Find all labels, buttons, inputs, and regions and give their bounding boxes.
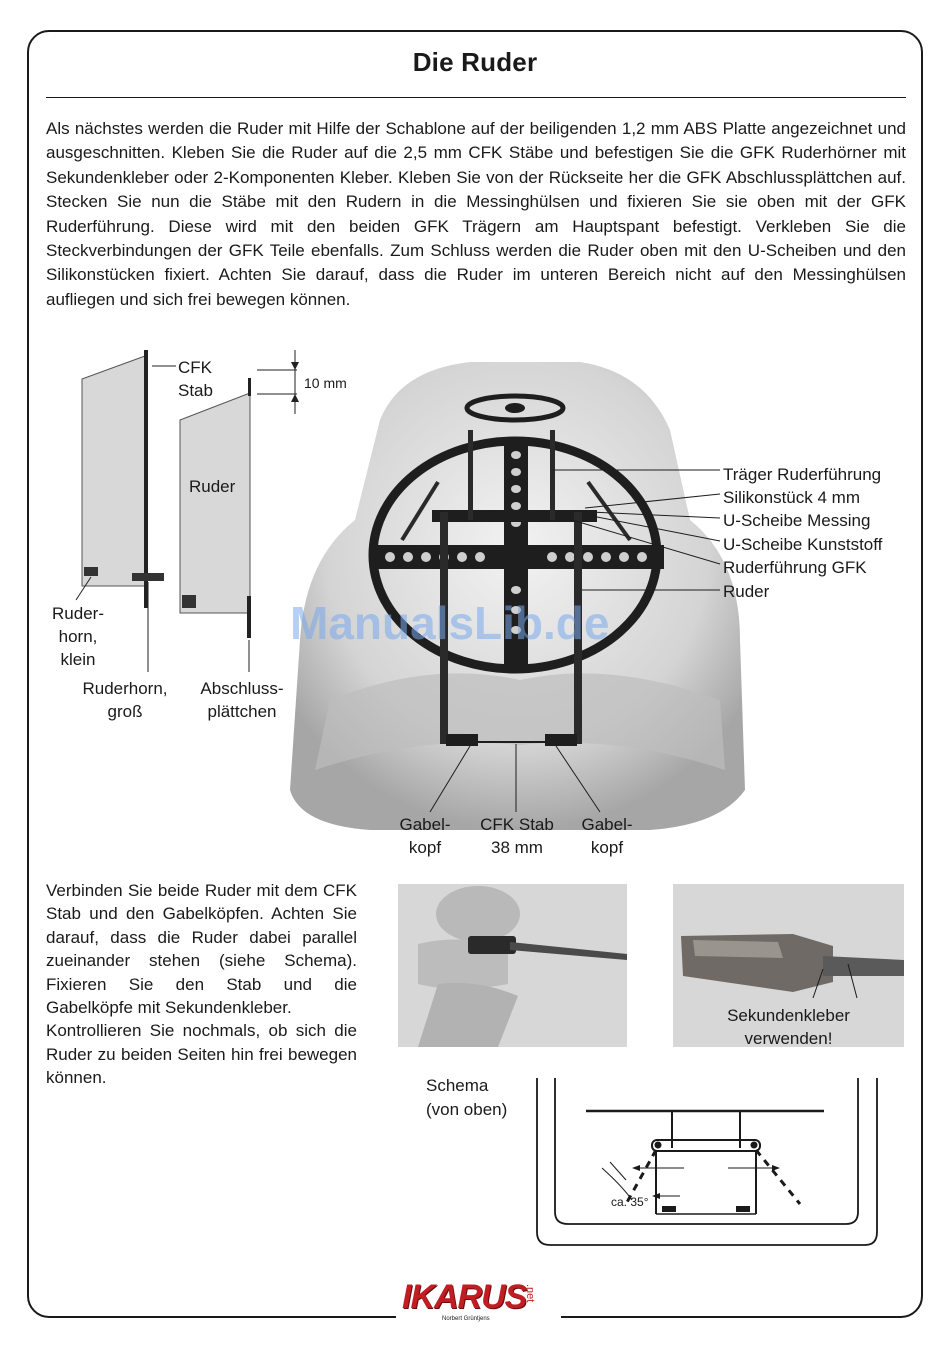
assembly-text-1: Verbinden Sie beide Ruder mit dem CFK Stab und den Gabelköpfen. Achten Sie darauf, dass die Ruder dabei parallel zueinander stehen (siehe Schema). Fixieren Sie den Stab und die Gabelköpfe mit Sekundenkleber. [46,881,357,1018]
label-ruderhorn-klein-1: Ruder- [52,604,104,623]
schema-angle-label: ca. 35° [611,1195,649,1209]
label-ruderhorn-gross-2: groß [107,702,143,721]
page-title: Die Ruder [412,47,538,77]
logo-wordmark: IKARUS [402,1278,527,1316]
label-ruder-part: Ruder [189,477,236,496]
intro-paragraph: Als nächstes werden die Ruder mit Hilfe der Schablone auf der beiligenden 1,2 mm ABS Platte angezeichnet und ausgeschnitten. Kleben Sie die Ruder auf die 2,5 mm CFK Stäbe und befestigen Sie die GFK Ruderhörner mit Sekundenkleber oder 2-Komponenten Kleber. Kleben Sie von der Rückseite her die GFK Abschlussplättchen auf. Stecken Sie nun die Stäbe mit den Rudern in die Messinghülsen und fixieren Sie sie oben mit der GFK Ruderführung. Diese wird mit den beiden GFK Trägern am Hauptspant befestigt. Verkleben Sie die Steckverbindungen der GFK Teile ebenfalls. Zum Schluss werden die Ruder oben mit den U-Scheiben und den Silikonstücken fixiert. Achten Sie darauf, dass die Ruder im unteren Bereich nicht auf den Messinghülsen aufliegen und sich frei bewegen können. [46,119,906,309]
schema-label-1: Schema [426,1076,489,1095]
label-stab: Stab [178,381,213,400]
watermark: ManualsLib.de [290,597,610,649]
logo-net: .net [524,1284,536,1303]
label-gabelkopf-left-2: kopf [408,838,442,857]
label-gabelkopf-left-1: Gabel- [399,815,451,834]
label-gabelkopf-right-1: Gabel- [581,815,633,834]
label-abschluss-2: plättchen [207,702,277,721]
schema-label-2: (von oben) [426,1100,508,1119]
label-cfk: CFK [178,358,212,377]
logo-subtitle: Norbert Grüntjens [442,1316,490,1322]
label-sekundenkleber-2: verwenden! [744,1029,833,1047]
label-ruderhorn-gross-1: Ruderhorn, [82,679,168,698]
label-abschluss-1: Abschluss- [200,679,284,698]
callout-ruder: Ruder [723,582,770,601]
callout-u-scheibe-messing: U-Scheibe Messing [723,511,871,530]
label-ruderhorn-klein-3: klein [60,650,96,669]
callout-traeger: Träger Ruderführung [723,465,882,484]
ikarus-logo [396,1278,561,1322]
label-cfk-stab-1: CFK Stab [480,815,554,834]
label-sekundenkleber-1: Sekundenkleber [727,1006,850,1025]
label-gabelkopf-right-2: kopf [590,838,624,857]
label-cfk-stab-2: 38 mm [491,838,543,857]
assembly-text-2: Kontrollieren Sie nochmals, ob sich die Ruder zu beiden Seiten hin frei bewegen können. [46,1021,357,1088]
label-ruderhorn-klein-2: horn, [58,627,98,646]
callout-silikonstueck: Silikonstück 4 mm [723,488,860,507]
label-10mm: 10 mm [304,375,347,391]
callout-u-scheibe-kunststoff: U-Scheibe Kunststoff [723,535,883,554]
callout-ruderfuehrung: Ruderführung GFK [723,558,867,577]
